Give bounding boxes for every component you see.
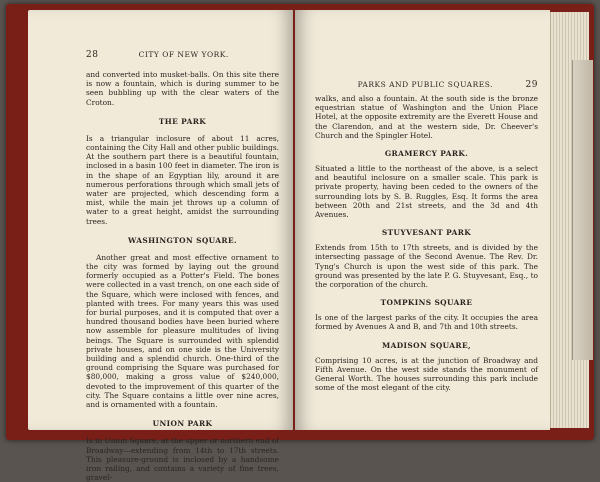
- right-running-head: [315, 80, 538, 90]
- section-text-madison-square: Comprising 10 acres, is at the junction of Broadway and Fifth Avenue. On the west side stands the monument of General Worth. The houses surrounding this park include some of the most elegant of the city.: [315, 355, 538, 393]
- section-text-washington-square: Another great and most effective ornament to the city was formed by laying out the ground formerly occupied as a Potter's Field. The bones were collected in a vast trench, on one each side of the Square, which were inclosed with fences, and planted with trees. For many years this was used for burial purposes, and it is computed that over a hundred thousand bodies have been buried where now assemble for pleasure multitudes of living beings. The Square is surrounded with splendid private houses, and on one side is the University building and a splendid church. One-third of the ground comprising the Square was purchased for $80,000, making a gross value of $240,000, devoted to the improvement of this quarter of the city. The Square contains a little over nine acres, and is ornamented with a fountain.: [86, 252, 279, 410]
- left-running-head: [86, 50, 279, 60]
- section-heading-gramercy-park: GRAMERCY PARK.: [384, 149, 469, 159]
- section-heading-washington-square: WASHINGTON SQUARE.: [128, 235, 237, 245]
- section-text-the-park: Is a triangular inclosure of about 11 acres, containing the City Hall and other public buildings. At the southern part there is a beautiful fountain, inclosed in a basin 100 feet in diameter. The iron is in the shape of an Egyptian lily, around it are numerous perforations through which small jets of water are projected, which descending form a mist, while the main jet throws up a column of water to a great height, amidst the surrounding trees.: [86, 133, 280, 226]
- section-text-tompkins-square: Is one of the largest parks of the city. It occupies the area formed by Avenues A and B, and 7th and 10th streets.: [315, 313, 538, 332]
- section-text-gramercy-park: Situated a little to the northeast of the above, is a select and beautiful inclosure on a smaller scale. This park is private property, having been ceded to the owners of the surrounding lots by S. B. Ruggles, Esq. It forms the area between 20th and 21st streets, and the 3d and 4th Avenues.: [315, 164, 538, 220]
- section-heading-tompkins-square: TOMPKINS SQUARE: [380, 298, 473, 308]
- section-text-union-park: Is in Union Square, at the upper or northern end of Broadway—extending from 14th to 17th streets. This pleasure-ground is inclosed by a handsome iron railing, and contains a variety of fine trees, gravel-: [86, 436, 279, 482]
- section-heading-stuyvesant-park: STUYVESANT PARK: [381, 228, 472, 238]
- right-page-number: 29: [525, 80, 538, 90]
- right-page: [295, 10, 550, 430]
- left-page: [28, 10, 293, 482]
- left-running-title: CITY OF NEW YORK.: [138, 50, 229, 59]
- bookmark-ribbon: [572, 60, 593, 360]
- section-text-stuyvesant-park: Extends from 15th to 17th streets, and is divided by the intersecting passage of the Second Avenue. The Rev. Dr. Tyng's Church is upon the west side of this park. The ground was presented by the late P. G. Stuyvesant, Esq., to the corporation of the church.: [315, 243, 538, 290]
- section-heading-madison-square: MADISON SQUARE,: [382, 340, 471, 350]
- left-page-number: 28: [86, 50, 99, 60]
- right-running-title: PARKS AND PUBLIC SQUARES.: [357, 80, 493, 89]
- section-heading-the-park: THE PARK: [158, 116, 207, 126]
- section-heading-union-park: UNION PARK: [152, 419, 213, 429]
- right-intro-text: walks, and also a fountain. At the south side is the bronze equestrian statue of Washington and the Union Place Hotel, at the opposite extremity are the Everett House and the Clarendon, and at the western side, Dr. Cheever's Church and the Spingler Hotel.: [315, 94, 538, 140]
- left-intro-text: and converted into musket-balls. On this site there is now a fountain, which is during summer to be seen bubbling up with the clear waters of the Croton.: [86, 70, 279, 107]
